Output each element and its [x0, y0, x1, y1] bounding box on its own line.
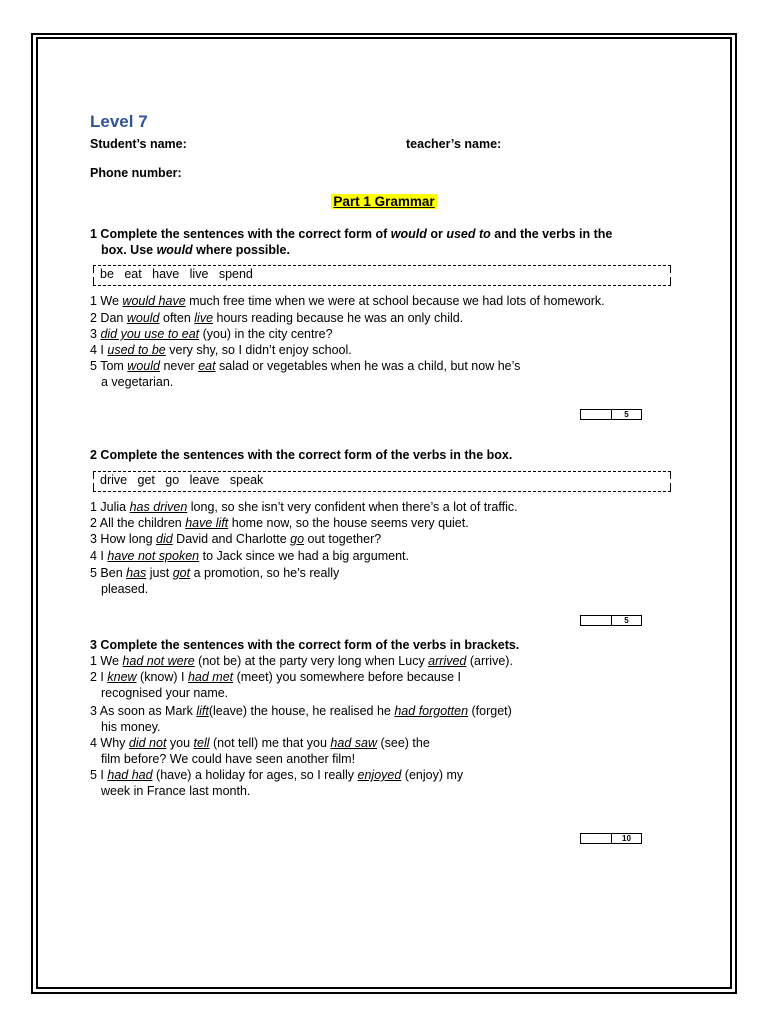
answer: arrived: [428, 654, 467, 668]
section2-score-box: [580, 615, 642, 626]
section1-instruction: 1 Complete the sentences with the correct form of would or used to and the verbs in the: [90, 227, 613, 241]
s2-sentence-5: 5 Ben has just got a promotion, so he’s really: [90, 566, 340, 580]
section1-score-box: [580, 409, 642, 420]
s3-sentence-2: 2 I knew (know) I had met (meet) you somewhere before because I: [90, 670, 462, 684]
answer: enjoyed: [357, 768, 402, 782]
answer: have lift: [185, 516, 229, 530]
s3-sentence-4: 4 Why did not you tell (not tell) me that you had saw (see) the: [90, 736, 430, 750]
answer: used to be: [107, 343, 166, 357]
s3-sentence-1: 1 We had not were (not be) at the party very long when Lucy arrived (arrive).: [90, 654, 513, 668]
answer: go: [290, 532, 305, 546]
s2-sentence-1: 1 Julia has driven long, so she isn’t very confident when there’s a lot of traffic.: [90, 500, 518, 514]
word-box-words: be eat have live spend: [100, 267, 257, 281]
answer: got: [172, 566, 191, 580]
answer: would have: [122, 294, 186, 308]
section2-word-box: [93, 471, 671, 493]
section2-instruction: 2 Complete the sentences with the correct form of the verbs in the box.: [90, 448, 513, 462]
answer: tell: [193, 736, 210, 750]
s3-sentence-5: 5 I had had (have) a holiday for ages, so I really enjoyed (enjoy) my: [90, 768, 464, 782]
level-title: Level 7: [90, 112, 148, 131]
score-value: 10: [622, 834, 631, 843]
section3-score-box: [580, 833, 642, 844]
section3-instruction: 3 Complete the sentences with the correct form of the verbs in brackets.: [90, 638, 520, 652]
answer: had met: [187, 670, 234, 684]
answer: had not were: [122, 654, 195, 668]
answer: has driven: [129, 500, 188, 514]
answer: had had: [107, 768, 153, 782]
s1-sentence-3: 3 did you use to eat (you) in the city centre?: [90, 327, 333, 341]
s1-sentence-4: 4 I used to be very shy, so I didn’t enjoy school.: [90, 343, 352, 357]
word-box-words: drive get go leave speak: [100, 473, 267, 487]
score-value: 5: [624, 616, 629, 625]
section1-instruction-cont: box. Use would where possible.: [101, 243, 290, 257]
s3-sentence-4-cont: film before? We could have seen another film!: [101, 752, 356, 766]
answer: did not: [128, 736, 167, 750]
score-value: 5: [624, 410, 629, 419]
phone-number-label: Phone number:: [90, 166, 182, 180]
s1-sentence-2: 2 Dan would often live hours reading because he was an only child.: [90, 311, 464, 325]
s3-sentence-5-cont: week in France last month.: [101, 784, 251, 798]
answer: would: [126, 311, 160, 325]
s3-sentence-2-cont: recognised your name.: [101, 686, 229, 700]
s1-sentence-1: 1 We would have much free time when we were at school because we had lots of homework.: [90, 294, 605, 308]
s2-sentence-2: 2 All the children have lift home now, so the house seems very quiet.: [90, 516, 469, 530]
s2-sentence-5-cont: pleased.: [101, 582, 149, 596]
s3-sentence-3: 3 As soon as Mark lift(leave) the house, he realised he had forgotten (forget): [90, 704, 512, 718]
s1-sentence-5: 5 Tom would never eat salad or vegetables when he was a child, but now he’s: [90, 359, 521, 373]
section1-word-box: [93, 265, 671, 287]
s1-sentence-5-cont: a vegetarian.: [101, 375, 174, 389]
student-name-label: Student’s name:: [90, 137, 187, 151]
answer: live: [194, 311, 214, 325]
s2-sentence-3: 3 How long did David and Charlotte go out together?: [90, 532, 382, 546]
answer: had forgotten: [394, 704, 469, 718]
s2-sentence-4: 4 I have not spoken to Jack since we had a big argument.: [90, 549, 409, 563]
teacher-name-label: teacher’s name:: [406, 137, 502, 151]
answer: have not spoken: [107, 549, 200, 563]
answer: would: [127, 359, 160, 373]
answer: knew: [107, 670, 137, 684]
s3-sentence-3-cont: his money.: [101, 720, 161, 734]
part-title: Part 1 Grammar: [333, 194, 435, 209]
answer: has: [126, 566, 147, 580]
answer: lift: [196, 704, 209, 718]
answer: did you use to eat: [100, 327, 200, 341]
answer: eat: [198, 359, 216, 373]
answer: had saw: [330, 736, 377, 750]
answer: did: [156, 532, 173, 546]
